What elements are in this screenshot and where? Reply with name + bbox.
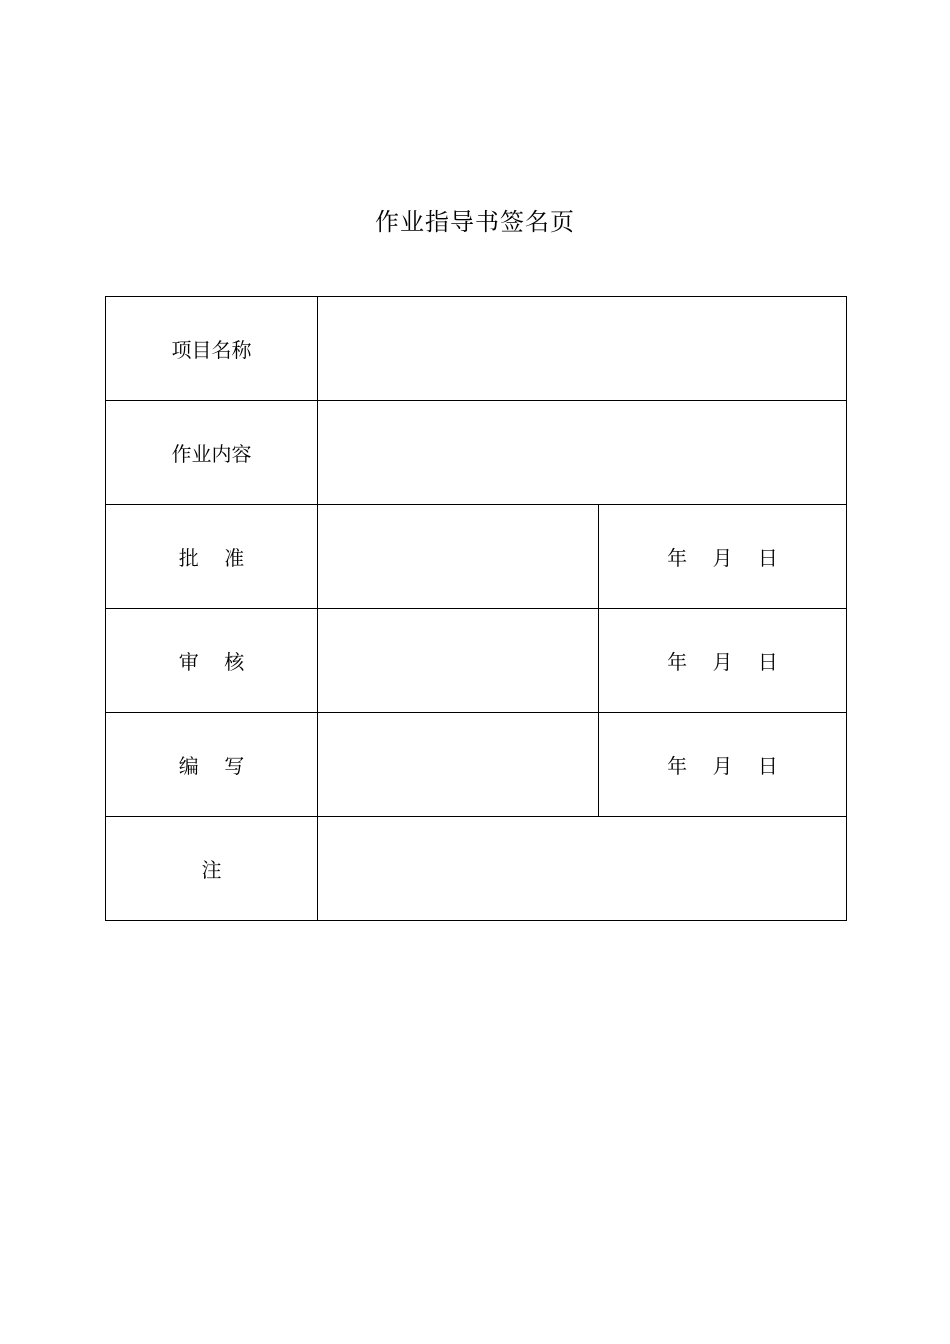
date-label-author: 年 月 日 (667, 754, 778, 778)
row-note (106, 817, 847, 921)
date-label-approve: 年 月 日 (667, 546, 778, 570)
date-cell-approve[interactable] (599, 505, 847, 609)
date-cell-author[interactable] (599, 713, 847, 817)
row-work-content (106, 401, 847, 505)
label-cell-review (106, 609, 318, 713)
label-project-name: 项目名称 (171, 338, 252, 362)
page-title: 作业指导书签名页 (375, 208, 575, 236)
date-cell-review[interactable] (599, 609, 847, 713)
label-cell-note (106, 817, 318, 921)
label-cell-work-content (106, 401, 318, 505)
signature-form-table (105, 296, 847, 921)
label-note: 注 (201, 858, 222, 882)
value-cell-work-content[interactable] (318, 401, 847, 505)
date-label-review: 年 月 日 (667, 650, 778, 674)
value-cell-project-name[interactable] (318, 297, 847, 401)
value-cell-note[interactable] (318, 817, 847, 921)
label-review: 审 核 (178, 650, 245, 674)
row-author (106, 713, 847, 817)
label-cell-project-name (106, 297, 318, 401)
row-review (106, 609, 847, 713)
label-author: 编 写 (178, 754, 245, 778)
label-work-content: 作业内容 (171, 442, 252, 466)
row-approve (106, 505, 847, 609)
row-project-name (106, 297, 847, 401)
signature-cell-review[interactable] (318, 609, 599, 713)
label-cell-author (106, 713, 318, 817)
signature-cell-approve[interactable] (318, 505, 599, 609)
label-cell-approve (106, 505, 318, 609)
label-approve: 批 准 (178, 546, 245, 570)
signature-cell-author[interactable] (318, 713, 599, 817)
